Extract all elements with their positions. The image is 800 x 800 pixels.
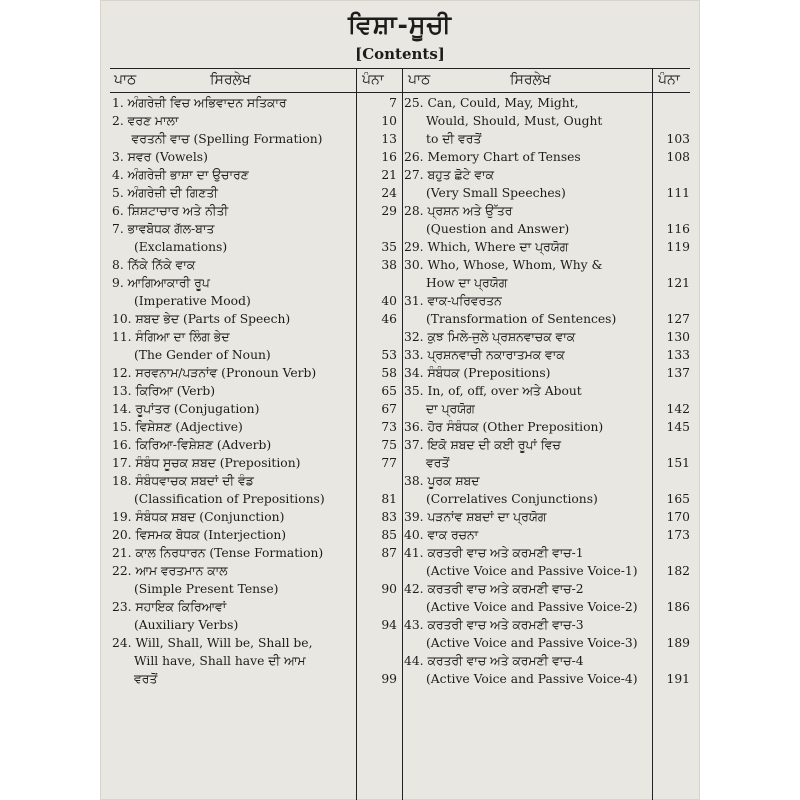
page-number: 170 <box>666 510 690 524</box>
page-number: 87 <box>381 546 397 560</box>
toc-entry-line <box>404 112 694 130</box>
lesson-title: ਨਿੱਕੇ ਨਿੱਕੇ ਵਾਕ <box>127 258 196 272</box>
lesson-title: ਸਵਰ (Vowels) <box>127 150 208 164</box>
toc-entry-line <box>112 220 399 238</box>
lesson-title-continued: (The Gender of Noun) <box>134 348 271 362</box>
lesson-number: 34. <box>404 366 424 380</box>
toc-entry-line <box>112 382 399 400</box>
lesson-title: Memory Chart of Tenses <box>427 150 581 164</box>
toc-entry-line <box>404 490 694 508</box>
toc-entry <box>404 256 694 292</box>
lesson-number: 6. <box>112 204 124 218</box>
lesson-title: ਵਰਤਨੀ ਵਾਚ (Spelling Formation) <box>131 132 323 146</box>
toc-entry-line <box>404 598 694 616</box>
toc-entry-line <box>112 310 399 328</box>
toc-entry-line <box>112 418 399 436</box>
page-number: 16 <box>381 150 397 164</box>
toc-entry-line <box>112 364 399 382</box>
lesson-title: Can, Could, May, Might, <box>427 96 579 110</box>
toc-entry-line <box>112 130 399 148</box>
toc-entry-line <box>404 292 694 310</box>
header-heading-right: ਸਿਰਲੇਖ <box>510 72 551 88</box>
toc-entry <box>404 328 694 346</box>
page-number: 189 <box>666 636 690 650</box>
toc-entry <box>404 166 694 202</box>
page-number: 65 <box>381 384 397 398</box>
page-number: 108 <box>666 150 690 164</box>
page-number: 111 <box>666 186 690 200</box>
lesson-title-continued: How ਦਾ ਪ੍ਰਯੋਗ <box>426 276 508 290</box>
toc-entry-line <box>112 562 399 580</box>
lesson-number: 21. <box>112 546 132 560</box>
lesson-number: 36. <box>404 420 424 434</box>
lesson-title: ਕਰਤਰੀ ਵਾਚ ਅਤੇ ਕਰਮਣੀ ਵਾਚ-2 <box>427 582 584 596</box>
lesson-number: 3. <box>112 150 124 164</box>
page-number: 81 <box>381 492 397 506</box>
toc-entry <box>112 130 399 148</box>
header-top-rule <box>110 68 690 69</box>
toc-entry-line <box>404 310 694 328</box>
lesson-title: ਕਰਤਰੀ ਵਾਚ ਅਤੇ ਕਰਮਣੀ ਵਾਚ-1 <box>427 546 584 560</box>
page-number: 40 <box>381 294 397 308</box>
lesson-title: Who, Whose, Whom, Why & <box>427 258 603 272</box>
header-page-left: ਪੰਨਾ <box>362 72 384 88</box>
toc-entry-line <box>404 364 694 382</box>
lesson-title: ਸ਼ਬਦ ਭੇਦ (Parts of Speech) <box>135 312 291 326</box>
toc-entry-line <box>404 418 694 436</box>
toc-entry-line <box>112 472 399 490</box>
toc-entry-line <box>404 472 694 490</box>
page-number: 151 <box>666 456 690 470</box>
toc-entry-line <box>404 220 694 238</box>
lesson-title-continued: (Question and Answer) <box>426 222 570 236</box>
lesson-title: ਸਹਾਇਕ ਕਿਰਿਆਵਾਂ <box>135 600 227 614</box>
toc-entry <box>404 364 694 382</box>
lesson-number: 1. <box>112 96 124 110</box>
lesson-number: 2. <box>112 114 124 128</box>
toc-entry <box>404 346 694 364</box>
toc-entry-line <box>404 202 694 220</box>
lesson-title-continued: Will have, Shall have ਦੀ ਆਮ <box>134 654 306 668</box>
page-number: 24 <box>381 186 397 200</box>
toc-entry <box>112 382 399 400</box>
lesson-title-continued: (Correlatives Conjunctions) <box>426 492 598 506</box>
page-title: ਵਿਸ਼ਾ-ਸੂਚੀ <box>348 10 452 39</box>
toc-entry-line <box>404 580 694 598</box>
toc-entry <box>112 400 399 418</box>
toc-entry-line <box>404 670 694 688</box>
lesson-title: ਕਿਰਿਆ-ਵਿਸ਼ੇਸ਼ਣ (Adverb) <box>135 438 272 452</box>
page-number: 13 <box>381 132 397 146</box>
lesson-title: ਪ੍ਰਸ਼ਨਵਾਚੀ ਨਕਾਰਾਤਮਕ ਵਾਕ <box>427 348 565 362</box>
lesson-number: 15. <box>112 420 132 434</box>
lesson-title: ਸੰਬੰਧਕ ਸ਼ਬਦ (Conjunction) <box>135 510 285 524</box>
lesson-title: ਕਰਤਰੀ ਵਾਚ ਅਤੇ ਕਰਮਣੀ ਵਾਚ-4 <box>427 654 584 668</box>
toc-entry <box>112 256 399 274</box>
toc-entry-line <box>404 238 694 256</box>
toc-entry-line <box>404 562 694 580</box>
page-number: 186 <box>666 600 690 614</box>
page-number: 77 <box>381 456 397 470</box>
page-number: 85 <box>381 528 397 542</box>
toc-entry <box>112 148 399 166</box>
lesson-title: ਇਕੋ ਸ਼ਬਦ ਦੀ ਕਈ ਰੂਪਾਂ ਵਿਚ <box>427 438 561 452</box>
lesson-title: ਹੋਰ ਸੰਬੰਧਕ (Other Preposition) <box>427 420 604 434</box>
toc-entry-line <box>404 130 694 148</box>
lesson-title: ਵਰਣ ਮਾਲਾ <box>127 114 179 128</box>
toc-entry-line <box>112 616 399 634</box>
toc-entry-line <box>404 436 694 454</box>
toc-entry <box>404 238 694 256</box>
toc-entry-line <box>112 580 399 598</box>
toc-entry <box>404 508 694 526</box>
toc-entry <box>404 472 694 508</box>
page-number: 116 <box>666 222 690 236</box>
page-number: 121 <box>666 276 690 290</box>
toc-entry-line <box>112 652 399 670</box>
toc-entry-line <box>112 166 399 184</box>
lesson-number: 23. <box>112 600 132 614</box>
lesson-number: 26. <box>404 150 424 164</box>
page-number: 46 <box>381 312 397 326</box>
toc-entry <box>112 310 399 328</box>
page-number: 58 <box>381 366 397 380</box>
lesson-title: ਕੁਝ ਮਿਲੇ-ਜੁਲੇ ਪ੍ਰਸ਼ਨਵਾਚਕ ਵਾਕ <box>427 330 576 344</box>
toc-entry <box>112 202 399 220</box>
lesson-title-continued: (Auxiliary Verbs) <box>134 618 239 632</box>
contents-page <box>100 0 700 800</box>
toc-entry-line <box>112 598 399 616</box>
lesson-title-continued: (Exclamations) <box>134 240 228 254</box>
page-number: 21 <box>381 168 397 182</box>
toc-entry-line <box>112 436 399 454</box>
toc-entry-line <box>404 616 694 634</box>
lesson-number: 16. <box>112 438 132 452</box>
lesson-number: 41. <box>404 546 424 560</box>
page-number: 90 <box>381 582 397 596</box>
toc-entry <box>404 652 694 688</box>
lesson-number: 19. <box>112 510 132 524</box>
toc-entry-line <box>112 328 399 346</box>
toc-entry-line <box>404 346 694 364</box>
lesson-title: ਸ਼ਿਸ਼ਟਾਚਾਰ ਅਤੇ ਨੀਤੀ <box>127 204 229 218</box>
toc-entry-line <box>112 634 399 652</box>
header-page-right: ਪੰਨਾ <box>658 72 680 88</box>
lesson-number: 8. <box>112 258 124 272</box>
lesson-number: 18. <box>112 474 132 488</box>
page-number: 10 <box>381 114 397 128</box>
lesson-title: ਸੰਗਿਆ ਦਾ ਲਿੰਗ ਭੇਦ <box>135 330 230 344</box>
lesson-number: 20. <box>112 528 132 542</box>
page-number: 130 <box>666 330 690 344</box>
lesson-number: 9. <box>112 276 124 290</box>
lesson-title: ਪੜਨਾਂਵ ਸ਼ਬਦਾਂ ਦਾ ਪ੍ਰਯੋਗ <box>427 510 547 524</box>
page-number: 35 <box>381 240 397 254</box>
lesson-title: ਕਾਲ ਨਿਰਧਾਰਨ (Tense Formation) <box>135 546 324 560</box>
lesson-title: ਸੰਬੰਧ ਸੂਚਕ ਸ਼ਬਦ (Preposition) <box>135 456 301 470</box>
toc-entry <box>112 328 399 364</box>
lesson-number: 42. <box>404 582 424 596</box>
page-number: 103 <box>666 132 690 146</box>
toc-entry-line <box>112 112 399 130</box>
toc-entry-line <box>112 454 399 472</box>
lesson-number: 30. <box>404 258 424 272</box>
lesson-number: 7. <box>112 222 124 236</box>
toc-entry-line <box>112 508 399 526</box>
lesson-number: 35. <box>404 384 424 398</box>
toc-entry <box>112 364 399 382</box>
lesson-title: In, of, off, over ਅਤੇ About <box>427 384 582 398</box>
lesson-title: ਆਮ ਵਰਤਮਾਨ ਕਾਲ <box>135 564 228 578</box>
toc-entry <box>112 508 399 526</box>
page-number: 83 <box>381 510 397 524</box>
lesson-title-continued: (Active Voice and Passive Voice-2) <box>426 600 638 614</box>
page-number: 119 <box>666 240 690 254</box>
toc-entry <box>404 202 694 238</box>
toc-entry <box>112 418 399 436</box>
lesson-title-continued: ਵਰਤੋਂ <box>134 672 158 686</box>
lesson-title-continued: (Active Voice and Passive Voice-3) <box>426 636 638 650</box>
toc-entry <box>404 148 694 166</box>
header-lesson-left: ਪਾਠ <box>114 72 137 88</box>
toc-entry <box>404 526 694 544</box>
lesson-title: ਵਾਕ-ਪਰਿਵਰਤਨ <box>427 294 502 308</box>
lesson-number: 25. <box>404 96 424 110</box>
toc-entry-line <box>404 94 694 112</box>
toc-entry-line <box>112 490 399 508</box>
page-subtitle: [Contents] <box>355 45 445 63</box>
page-number: 182 <box>666 564 690 578</box>
lesson-title: ਬਹੁਤ ਛੋਟੇ ਵਾਕ <box>427 168 494 182</box>
page-number: 94 <box>381 618 397 632</box>
toc-entry-line <box>404 166 694 184</box>
lesson-title: ਕਿਰਿਆ (Verb) <box>135 384 216 398</box>
page-number: 165 <box>666 492 690 506</box>
lesson-title: ਭਾਵਬੋਧਕ ਗੱਲ-ਬਾਤ <box>127 222 215 236</box>
page-number: 38 <box>381 258 397 272</box>
toc-entry <box>112 472 399 508</box>
toc-entry <box>112 184 399 202</box>
toc-entry-line <box>112 670 399 688</box>
page-number: 127 <box>666 312 690 326</box>
lesson-title: ਵਿਸ਼ੇਸ਼ਣ (Adjective) <box>135 420 243 434</box>
toc-entry-line <box>404 526 694 544</box>
lesson-number: 43. <box>404 618 424 632</box>
lesson-number: 38. <box>404 474 424 488</box>
lesson-title-continued: ਵਰਤੋਂ <box>426 456 450 470</box>
page-number: 29 <box>381 204 397 218</box>
lesson-title: ਅੰਗਰੇਜ਼ੀ ਦੀ ਗਿਣਤੀ <box>127 186 218 200</box>
toc-entry-line <box>112 346 399 364</box>
lesson-number: 4. <box>112 168 124 182</box>
toc-entry-line <box>404 634 694 652</box>
lesson-title: Will, Shall, Will be, Shall be, <box>135 636 313 650</box>
lesson-title: ਆਗਿਆਕਾਰੀ ਰੂਪ <box>127 276 210 290</box>
page-number: 145 <box>666 420 690 434</box>
lesson-number: 27. <box>404 168 424 182</box>
lesson-number: 44. <box>404 654 424 668</box>
toc-entry-line <box>404 256 694 274</box>
toc-entry <box>404 418 694 436</box>
lesson-title: ਪੂਰਕ ਸ਼ਬਦ <box>427 474 480 488</box>
lesson-title: ਵਾਕ ਰਚਨਾ <box>427 528 479 542</box>
toc-entry-line <box>112 274 399 292</box>
center-divider <box>402 68 403 800</box>
toc-entry-line <box>404 652 694 670</box>
lesson-number: 17. <box>112 456 132 470</box>
page-number: 142 <box>666 402 690 416</box>
toc-entry <box>112 544 399 562</box>
lesson-number: 32. <box>404 330 424 344</box>
toc-entry <box>112 526 399 544</box>
toc-entry-line <box>112 400 399 418</box>
lesson-title-continued: (Classification of Prepositions) <box>134 492 325 506</box>
toc-entry-line <box>404 328 694 346</box>
lesson-title: ਅੰਗਰੇਜ਼ੀ ਭਾਸ਼ਾ ਦਾ ਉਚਾਰਣ <box>127 168 249 182</box>
lesson-title-continued: (Imperative Mood) <box>134 294 251 308</box>
toc-entry-line <box>404 274 694 292</box>
lesson-number: 14. <box>112 402 132 416</box>
toc-entry-line <box>112 184 399 202</box>
toc-entry-line <box>404 184 694 202</box>
lesson-title: ਪ੍ਰਸ਼ਨ ਅਤੇ ਉੱਤਰ <box>427 204 513 218</box>
toc-entry-line <box>404 400 694 418</box>
page-number: 75 <box>381 438 397 452</box>
lesson-title: ਵਿਸਮਕ ਬੋਧਕ (Interjection) <box>135 528 287 542</box>
lesson-title: ਸੰਬੰਧਕ (Prepositions) <box>427 366 551 380</box>
lesson-number: 12. <box>112 366 132 380</box>
page-number: 173 <box>666 528 690 542</box>
toc-entry <box>112 562 399 598</box>
lesson-number: 40. <box>404 528 424 542</box>
page-number: 53 <box>381 348 397 362</box>
header-heading-left: ਸਿਰਲੇਖ <box>210 72 251 88</box>
toc-entry <box>404 580 694 616</box>
lesson-number: 31. <box>404 294 424 308</box>
lesson-number: 10. <box>112 312 132 326</box>
lesson-number: 29. <box>404 240 424 254</box>
lesson-number: 37. <box>404 438 424 452</box>
lesson-title: ਕਰਤਰੀ ਵਾਚ ਅਤੇ ਕਰਮਣੀ ਵਾਚ-3 <box>427 618 584 632</box>
toc-entry-line <box>112 202 399 220</box>
lesson-title: ਸੰਬੰਧਵਾਚਕ ਸ਼ਬਦਾਂ ਦੀ ਵੰਡ <box>135 474 254 488</box>
lesson-title: ਸਰਵਨਾਮ/ਪੜਨਾਂਵ (Pronoun Verb) <box>135 366 317 380</box>
lesson-number: 39. <box>404 510 424 524</box>
toc-entry-line <box>112 148 399 166</box>
toc-entry <box>112 634 399 688</box>
toc-entry <box>112 112 399 130</box>
toc-entry-line <box>112 526 399 544</box>
left-contents-column <box>112 94 399 688</box>
toc-entry <box>112 274 399 310</box>
page-number: 137 <box>666 366 690 380</box>
toc-entry-line <box>404 508 694 526</box>
toc-entry-line <box>404 544 694 562</box>
lesson-number: 11. <box>112 330 132 344</box>
lesson-title-continued: to ਦੀ ਵਰਤੋਂ <box>426 132 482 146</box>
header-lesson-right: ਪਾਠ <box>408 72 431 88</box>
page-number: 73 <box>381 420 397 434</box>
lesson-title-continued: (Very Small Speeches) <box>426 186 566 200</box>
lesson-title-continued: (Simple Present Tense) <box>134 582 279 596</box>
toc-entry-line <box>112 238 399 256</box>
toc-entry-line <box>404 148 694 166</box>
toc-entry <box>404 544 694 580</box>
toc-entry <box>112 454 399 472</box>
toc-entry <box>404 292 694 328</box>
toc-entry <box>404 616 694 652</box>
toc-entry <box>404 436 694 472</box>
toc-entry-line <box>404 454 694 472</box>
lesson-number: 33. <box>404 348 424 362</box>
page-number: 191 <box>666 672 690 686</box>
lesson-number: 5. <box>112 186 124 200</box>
header-bottom-rule <box>110 92 690 93</box>
toc-entry <box>112 220 399 256</box>
toc-entry-line <box>112 94 399 112</box>
lesson-title-continued: ਦਾ ਪ੍ਰਯੋਗ <box>426 402 475 416</box>
lesson-title-continued: (Active Voice and Passive Voice-1) <box>426 564 638 578</box>
lesson-title-continued: (Transformation of Sentences) <box>426 312 617 326</box>
page-number: 7 <box>389 96 397 110</box>
toc-entry <box>404 382 694 418</box>
page-number: 133 <box>666 348 690 362</box>
toc-entry <box>112 598 399 634</box>
toc-entry-line <box>112 292 399 310</box>
lesson-title-continued: Would, Should, Must, Ought <box>426 114 603 128</box>
lesson-title-continued: (Active Voice and Passive Voice-4) <box>426 672 638 686</box>
toc-entry <box>112 436 399 454</box>
toc-entry <box>112 94 399 112</box>
lesson-number: 22. <box>112 564 132 578</box>
toc-entry-line <box>112 544 399 562</box>
lesson-number: 13. <box>112 384 132 398</box>
lesson-title: Which, Where ਦਾ ਪ੍ਰਯੋਗ <box>427 240 569 254</box>
toc-entry <box>404 94 694 148</box>
lesson-title: ਅੰਗਰੇਜ਼ੀ ਵਿਚ ਅਭਿਵਾਦਨ ਸਤਿਕਾਰ <box>127 96 287 110</box>
lesson-title: ਰੂਪਾਂਤਰ (Conjugation) <box>135 402 260 416</box>
toc-entry-line <box>404 382 694 400</box>
right-contents-column <box>404 94 694 688</box>
page-number: 99 <box>381 672 397 686</box>
lesson-number: 24. <box>112 636 132 650</box>
toc-entry <box>112 166 399 184</box>
page-number: 67 <box>381 402 397 416</box>
lesson-number: 28. <box>404 204 424 218</box>
toc-entry-line <box>112 256 399 274</box>
